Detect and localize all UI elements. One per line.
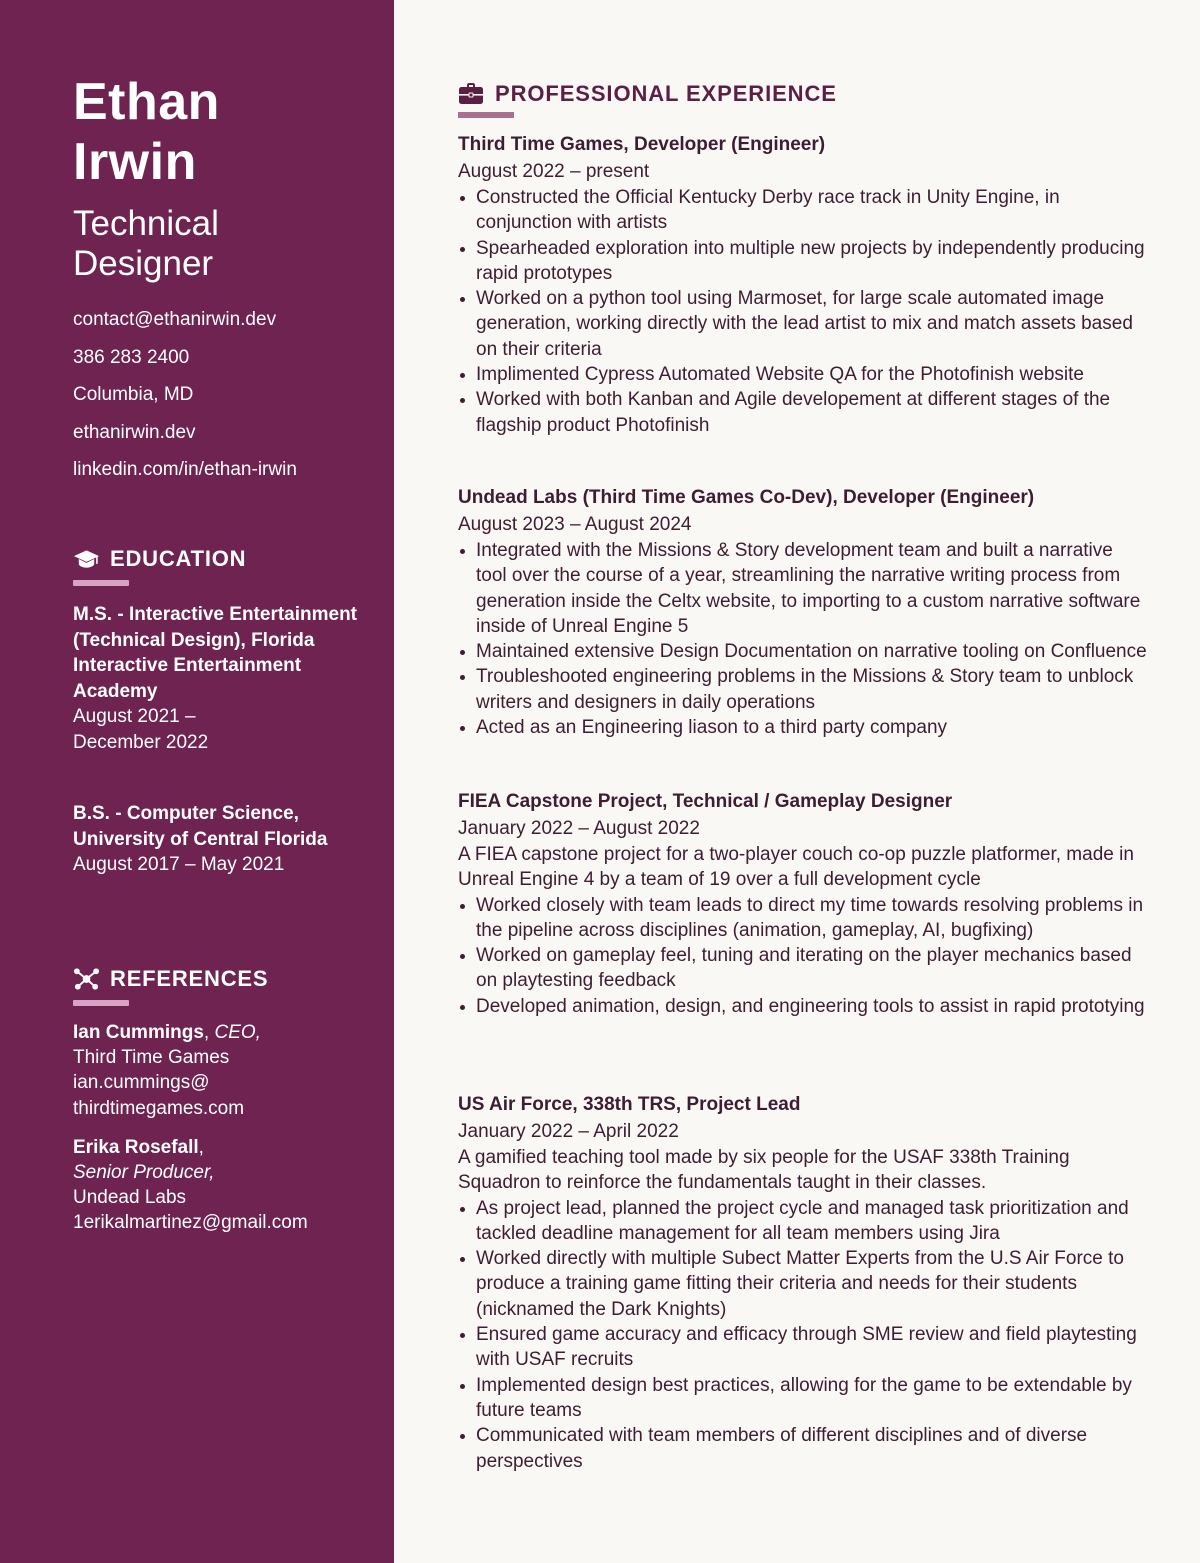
degree-date-end: December 2022 — [73, 731, 209, 753]
reference-separator: , — [203, 1022, 215, 1043]
job-date: August 2022 – present — [458, 161, 650, 182]
education-section — [73, 546, 364, 878]
contact-phone: 386 283 2400 — [73, 346, 190, 368]
reference-email-link[interactable]: 1erikalmartinez@gmail.com — [73, 1212, 308, 1234]
job-header: Third Time Games, Developer (Engineer) — [458, 134, 826, 155]
list-item: Worked on a python tool using Marmoset, for large scale automated image generation, working directly with the lead artist to mix and match assets based on their criteria — [458, 286, 1148, 362]
job-header: US Air Force, 338th TRS, Project Lead — [458, 1094, 801, 1115]
list-item: Communicated with team members of different disciplines and of diverse perspectives — [458, 1423, 1148, 1474]
job-date: January 2022 – April 2022 — [458, 1121, 679, 1142]
education-underline — [73, 580, 129, 586]
list-item: Worked directly with multiple Subect Matter Experts from the U.S Air Force to produce a training game fitting their criteria and needs for their students (nicknamed the Dark Knights) — [458, 1246, 1148, 1322]
reference-email-link[interactable] — [73, 1072, 244, 1118]
reference-email-part-2: thirdtimegames.com — [73, 1097, 245, 1119]
network-icon — [73, 967, 100, 991]
reference-company: Third Time Games — [73, 1047, 230, 1069]
job-description: A FIEA capstone project for a two-player couch co-op puzzle platformer, made in Unreal Engine 4 by a team of 19 over a full development cycle — [458, 844, 1134, 891]
last-name: Irwin — [73, 133, 197, 191]
job-header: FIEA Capstone Project, Technical / Gameplay Designer — [458, 791, 953, 812]
first-name: Ethan — [73, 73, 220, 131]
contact-email-link[interactable]: contact@ethanirwin.dev — [73, 309, 277, 330]
list-item: As project lead, planned the project cycle and managed task prioritization and tackled deadline management for all team members using Jira — [458, 1196, 1148, 1247]
job-entry — [458, 132, 1148, 438]
education-entry — [73, 801, 364, 878]
reference-name: Ian Cummings — [73, 1022, 204, 1043]
degree-title: B.S. - Computer Science, University of Central Florida — [73, 803, 328, 850]
degree-date: August 2017 – May 2021 — [73, 854, 285, 875]
references-underline — [73, 1000, 129, 1006]
job-date: August 2023 – August 2024 — [458, 514, 692, 535]
job-bullets — [458, 538, 1148, 740]
list-item: Implemented design best practices, allowing for the game to be extendable by future teams — [458, 1373, 1148, 1424]
list-item: Acted as an Engineering liason to a third party company — [458, 715, 1148, 740]
degree-date-start: August 2021 – — [73, 706, 196, 727]
job-bullets — [458, 1196, 1148, 1474]
job-bullets — [458, 893, 1148, 1019]
sidebar — [0, 0, 394, 1563]
education-heading-label: EDUCATION — [110, 546, 247, 571]
list-item: Maintained extensive Design Documentation on narrative tooling on Confluence — [458, 639, 1148, 664]
job-entry — [458, 485, 1148, 740]
contact-location: Columbia, MD — [73, 384, 194, 405]
reference-entry — [73, 1020, 364, 1121]
candidate-name — [73, 72, 364, 192]
job-entry — [458, 789, 1148, 1019]
briefcase-icon — [458, 82, 484, 106]
experience-heading-label: PROFESSIONAL EXPERIENCE — [495, 81, 837, 106]
references-heading — [73, 966, 364, 992]
graduation-cap-icon — [73, 547, 100, 571]
reference-email-part-1: ian.cummings@ — [73, 1072, 210, 1094]
reference-entry — [73, 1135, 364, 1236]
reference-company: Undead Labs — [73, 1187, 187, 1209]
list-item: Worked closely with team leads to direct my time towards resolving problems in the pipeline across disciplines (animation, gameplay, AI, bugfixing) — [458, 893, 1148, 944]
job-header: Undead Labs (Third Time Games Co-Dev), Developer (Engineer) — [458, 487, 1035, 508]
references-section — [73, 966, 364, 1236]
reference-separator: , — [198, 1136, 204, 1158]
contact-website-link[interactable]: ethanirwin.dev — [73, 421, 196, 443]
list-item: Worked with both Kanban and Agile developement at different stages of the flagship product Photofinish — [458, 387, 1148, 438]
list-item: Ensured game accuracy and efficacy through SME review and field playtesting with USAF recruits — [458, 1322, 1148, 1373]
job-bullets — [458, 185, 1148, 438]
experience-underline — [458, 112, 514, 118]
job-entry — [458, 1092, 1148, 1474]
list-item: Developed animation, design, and engineering tools to assist in rapid prototying — [458, 994, 1148, 1019]
education-entry — [73, 602, 364, 755]
candidate-title — [73, 204, 364, 284]
degree-date — [73, 704, 364, 755]
list-item: Integrated with the Missions & Story development team and built a narrative tool over the course of a year, streamlining the narrative writing process from generation inside the Celtx website, to importing to a custom narrative software inside of Unreal Engine 5 — [458, 538, 1148, 639]
list-item: Spearheaded exploration into multiple new projects by independently producing rapid prototypes — [458, 236, 1148, 287]
degree-title: M.S. - Interactive Entertainment (Technical Design), Florida Interactive Entertainment Academy — [73, 604, 358, 702]
contact-linkedin-link[interactable]: linkedin.com/in/ethan-irwin — [73, 459, 297, 480]
job-description: A gamified teaching tool made by six people for the USAF 338th Training Squadron to reinforce the fundamentals taught in their classes. — [458, 1147, 1070, 1194]
references-heading-label: REFERENCES — [110, 966, 269, 991]
list-item: Constructed the Official Kentucky Derby race track in Unity Engine, in conjunction with artists — [458, 185, 1148, 236]
title-line-1: Technical — [73, 204, 219, 243]
reference-name: Erika Rosefall — [73, 1136, 199, 1158]
experience-heading — [458, 81, 837, 107]
reference-role: Senior Producer, — [73, 1162, 215, 1184]
education-heading — [73, 546, 364, 572]
job-date: January 2022 – August 2022 — [458, 818, 700, 839]
contact-list — [73, 309, 364, 481]
reference-role: CEO, — [214, 1022, 261, 1043]
list-item: Implimented Cypress Automated Website QA for the Photofinish website — [458, 362, 1148, 387]
title-line-2: Designer — [73, 244, 214, 283]
list-item: Troubleshooted engineering problems in the Missions & Story team to unblock writers and designers in daily operations — [458, 664, 1148, 715]
list-item: Worked on gameplay feel, tuning and iterating on the player mechanics based on playtesting feedback — [458, 943, 1148, 994]
